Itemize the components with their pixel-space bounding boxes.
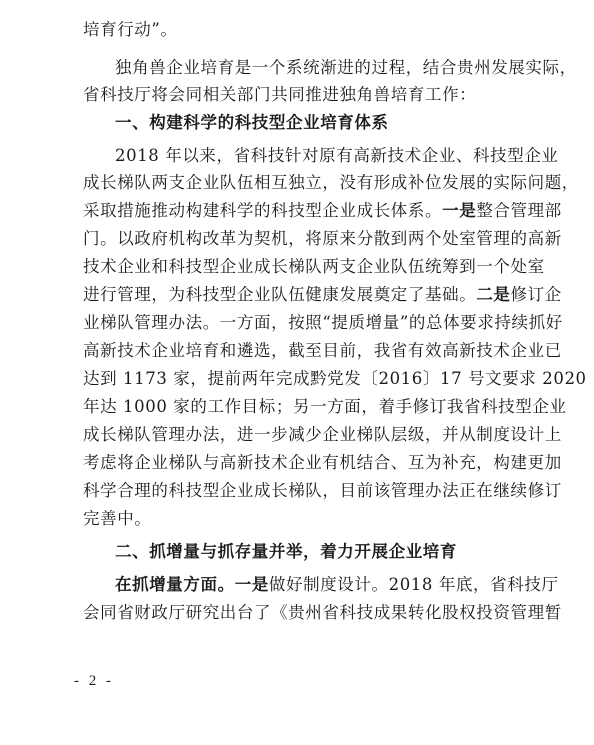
section1-line-8: 高新技术企业培育和遴选，截至目前，我省有效高新技术企业已 [83,341,562,360]
section1-line-13: 科学合理的科技型企业成长梯队，目前该管理办法正在继续修订 [83,481,562,500]
section1-line-2: 成长梯队两支企业队伍相互独立，没有形成补位发展的实际问题， [83,173,579,192]
section2-line-1 [115,575,559,595]
section1-line-5: 技术企业和科技型企业成长梯队两支企业队伍统筹到一个处室 [83,257,545,276]
page-number: - 2 - [74,673,114,689]
section2-heading: 二、抓增量与抓存量并举，着力开展企业培育 [115,542,457,561]
section1-line-11: 成长梯队管理办法，进一步减少企业梯队层级，并从制度设计上 [83,425,562,444]
point-label-2: 二是 [476,285,511,304]
section1-line-6-text: 进行管理，为科技型企业队伍健康发展奠定了基础。 [83,285,477,304]
point-tail-1: 整合管理部 [476,201,562,220]
section1-heading: 一、构建科学的科技型企业培育体系 [115,113,389,132]
point-label-1: 一是 [442,201,477,220]
section2-lead: 在抓增量方面。 [115,575,235,594]
section2-point-label-1: 一是 [234,575,269,594]
section1-line-4: 门。以政府机构改革为契机，将原来分散到两个处室管理的高新 [83,229,562,248]
section1-line-14: 完善中。 [83,509,152,528]
section1-line-3-text: 采取措施推动构建科学的科技型企业成长体系。 [83,201,443,220]
section2-line-2: 会同省财政厅研究出台了《贵州省科技成果转化股权投资管理暂 [83,603,562,622]
section1-line-9: 达到 1173 家，提前两年完成黔党发〔2016〕17 号文要求 2020 [83,369,587,388]
intro-line-1: 独角兽企业培育是一个系统渐进的过程，结合贵州发展实际， [115,58,577,77]
intro-line-2: 省科技厅将会同相关部门共同推进独角兽培育工作： [83,85,477,104]
section1-line-10: 年达 1000 家的工作目标；另一方面，着手修订我省科技型企业 [83,397,567,416]
section1-line-12: 考虑将企业梯队与高新技术企业有机结合、互为补充，构建更加 [83,453,562,472]
section1-line-3 [83,201,562,221]
section1-line-1: 2018 年以来，省科技针对原有高新技术企业、科技型企业 [115,146,559,165]
section1-line-7: 业梯队管理办法。一方面，按照“提质增量”的总体要求持续抓好 [83,313,563,332]
paragraph-continuation: 培育行动”。 [83,20,178,39]
section1-line-6 [83,285,562,305]
point-tail-2: 修订企 [510,285,562,304]
section2-line-1-tail: 做好制度设计。2018 年底，省科技厅 [268,575,559,594]
